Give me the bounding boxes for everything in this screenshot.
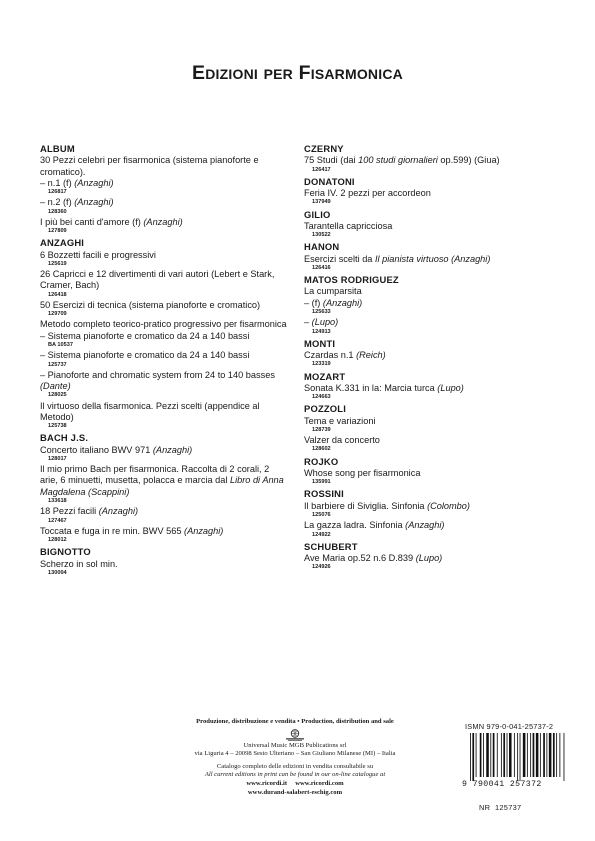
barcode-bar: [540, 733, 541, 777]
composer-heading: HANON: [304, 241, 340, 253]
barcode-digits: 9 790041 257372: [462, 780, 542, 789]
catalog-entry: [40, 269, 288, 299]
entry-text: Il mio primo Bach per fisarmonica. Raccolta di 2 corali, 2 arie, 6 minuetti, musetta, polacca e marcia dal: [40, 464, 270, 486]
entry-text: Tema e variazioni: [304, 415, 376, 426]
catalog-code: 127809: [48, 228, 67, 235]
ismn-number: ISMN 979-0-041-25737-2: [465, 722, 554, 731]
catalog-code: 128025: [48, 392, 67, 399]
entry-text: – Sistema pianoforte e cromatico da 24 a 140 bassi: [40, 350, 250, 361]
entry-title: [40, 445, 288, 456]
entry-title: [40, 250, 288, 261]
publisher-address: via Liguria 4 – 20098 Sesto Ulteriano – San Giuliano Milanese (MI) – Italia: [194, 750, 396, 758]
entry-title: [304, 350, 532, 361]
page-title: Edizioni per Fisarmonica: [192, 62, 403, 84]
entry-text: Valzer da concerto: [304, 435, 380, 446]
catalog-entry: [304, 435, 532, 454]
catalog-entry: [304, 468, 532, 487]
catalog-entry: [40, 155, 288, 178]
entry-editor: (Anzaghi): [98, 506, 139, 517]
barcode-bar: [533, 733, 535, 777]
catalog-code: 126416: [312, 264, 331, 271]
catalog-code: 125619: [48, 260, 67, 267]
catalog-entry: [40, 559, 288, 578]
entry-editor: (Anzaghi): [74, 177, 114, 188]
catalog-entry: [40, 464, 288, 505]
catalog-column-right: [304, 141, 532, 573]
catalog-entry: [40, 526, 288, 545]
barcode-bar: [527, 733, 528, 777]
barcode-bar: [486, 733, 489, 777]
entry-title: [304, 155, 532, 166]
entry-editor: (Lupo): [415, 553, 443, 564]
catalog-code: 123319: [312, 361, 331, 368]
catalog-code: 127467: [48, 517, 67, 524]
composer-heading: BACH J.S.: [40, 432, 89, 444]
entry-title: [40, 155, 288, 178]
catalog-entry: [304, 155, 532, 174]
entry-text: – (f): [304, 297, 323, 308]
entry-text: – n.2 (f): [40, 197, 75, 208]
barcode-bar: [564, 733, 565, 781]
entry-text: Czardas n.1: [304, 350, 357, 361]
entry-text: La cumparsita: [304, 286, 362, 297]
entry-text: Il barbiere di Siviglia. Sinfonia: [304, 500, 428, 511]
catalog-code: 125738: [48, 423, 67, 430]
barcode-bar: [472, 733, 474, 781]
universal-music-logo: [282, 729, 308, 741]
entry-title: [304, 188, 532, 199]
catalog-code: 128360: [48, 208, 67, 215]
barcode-bar: [503, 733, 505, 777]
catalog-entry: [304, 254, 532, 273]
publisher-name: Universal Music MGB Publications srl: [243, 741, 347, 749]
entry-title: [40, 370, 288, 393]
catalog-code: 126418: [48, 291, 67, 298]
entry-title: [304, 468, 532, 479]
entry-title: [40, 178, 288, 189]
entry-text: La gazza ladra. Sinfonia: [304, 520, 406, 531]
publisher-footer: [150, 718, 440, 797]
entry-title: [40, 526, 288, 537]
catalog-entry: [40, 300, 288, 319]
barcode-bar: [520, 733, 521, 781]
entry-title: [304, 435, 532, 446]
catalog-entry: [40, 178, 288, 197]
barcode-bar: [497, 733, 498, 777]
entry-text: – Sistema pianoforte e cromatico da 24 a 140 bassi: [40, 330, 250, 341]
catalog-code: 128012: [48, 537, 67, 544]
catalog-entry: [40, 217, 288, 236]
catalogue-note-it: Catalogo completo delle edizioni in vendita consultabile su: [216, 762, 374, 770]
catalog-entry: [40, 401, 288, 431]
entry-title: [304, 286, 532, 297]
entry-text-after: op.599) (Giua): [437, 155, 500, 166]
composer-heading: ALBUM: [40, 143, 75, 154]
entry-editor: (Anzaghi): [184, 525, 224, 536]
catalog-entry: [40, 319, 288, 330]
composer-heading: ROSSINI: [304, 488, 344, 500]
production-line: Produzione, distribuzione e vendita • Production, distribution and sale: [196, 718, 394, 725]
catalog-column-left: [40, 141, 288, 578]
catalog-entry: [304, 317, 532, 336]
composer-heading: MATOS RODRIGUEZ: [304, 274, 399, 286]
barcode-bar: [559, 733, 560, 777]
catalog-code: 126417: [312, 166, 331, 173]
barcode-bar: [476, 733, 477, 777]
catalog-code: 128017: [48, 455, 67, 462]
entry-title: [40, 559, 288, 570]
catalog-code: 124922: [312, 531, 331, 538]
catalog-entry: [304, 188, 532, 207]
catalog-entry: [40, 331, 288, 350]
catalog-code: 130004: [48, 569, 67, 576]
entry-title: [40, 464, 288, 498]
entry-title: [40, 319, 288, 330]
barcode-bar: [536, 733, 539, 777]
entry-text: – Pianoforte and chromatic system from 24 to 140 basses: [40, 369, 275, 380]
entry-text: Scherzo in sol min.: [40, 558, 118, 569]
catalog-entry: [304, 501, 532, 520]
entry-title: [304, 254, 532, 265]
composer-heading: ANZAGHI: [40, 237, 85, 249]
catalog-entry: [304, 221, 532, 240]
catalog-code: 125076: [312, 512, 331, 519]
entry-text: Whose song per fisarmonica: [304, 467, 421, 478]
entry-title: [304, 383, 532, 394]
entry-text: Concerto italiano BWV 971: [40, 444, 153, 455]
catalog-entry: [40, 250, 288, 269]
entry-editor: (Lupo): [437, 382, 464, 393]
entry-title: [40, 217, 288, 228]
entry-editor: (Anzaghi): [74, 197, 114, 208]
entry-title: [40, 300, 288, 311]
barcode-bar: [507, 733, 508, 777]
entry-text: 50 Esercizi di tecnica (sistema pianoforte e cromatico): [40, 299, 261, 310]
entry-text: I più bei canti d'amore (f): [40, 216, 144, 227]
composer-heading: DONATONI: [304, 175, 355, 187]
entry-text: 30 Pezzi celebri per fisarmonica (sistema pianoforte e cromatico).: [40, 155, 259, 177]
entry-editor: (Anzaghi): [322, 297, 363, 308]
catalog-code: BA 10537: [48, 342, 73, 349]
entry-title: [40, 506, 288, 517]
barcode-bar: [470, 733, 471, 781]
catalog-code: 133618: [48, 498, 67, 505]
entry-editor: (Anzaghi): [152, 444, 193, 455]
barcode-bar: [490, 733, 491, 777]
catalog-code: 125633: [312, 309, 331, 316]
entry-title: [40, 331, 288, 342]
catalog-code: 124663: [312, 394, 331, 401]
entry-text: 18 Pezzi facili: [40, 506, 99, 517]
entry-text: Esercizi scelti da: [304, 253, 375, 264]
entry-editor: (Dante): [40, 381, 71, 392]
entry-text: 26 Capricci e 12 divertimenti di vari autori (Lebert e Stark, Cramer, Bach): [40, 269, 275, 291]
entry-title: [304, 520, 532, 531]
composer-heading: CZERNY: [304, 143, 344, 154]
entry-text: – n.1 (f): [40, 177, 75, 188]
barcode-bar: [483, 733, 484, 777]
composer-heading: GILIO: [304, 208, 331, 220]
entry-title: [304, 221, 532, 232]
entry-title: [40, 401, 288, 424]
entry-title: [304, 553, 532, 564]
composer-heading: MOZART: [304, 370, 346, 382]
catalog-code: 125737: [48, 361, 67, 368]
barcode-bar: [549, 733, 552, 777]
barcode-bar: [480, 733, 482, 777]
catalog-entry: [304, 416, 532, 435]
barcode-bar: [509, 733, 512, 777]
composer-heading: BIGNOTTO: [40, 546, 91, 558]
entry-title: [304, 317, 532, 328]
catalog-code: 128739: [312, 426, 331, 433]
catalog-entry: [304, 286, 532, 297]
catalog-code: 135991: [312, 479, 331, 486]
entry-text: 6 Bozzetti facili e progressivi: [40, 249, 156, 260]
catalog-entry: [40, 445, 288, 464]
entry-title: [40, 350, 288, 361]
entry-text: 75 Studi (dai: [304, 155, 359, 166]
barcode-bar: [493, 733, 495, 777]
entry-editor: 100 studi giornalieri: [358, 155, 438, 166]
barcode-bar: [530, 733, 531, 777]
entry-title: [304, 416, 532, 427]
catalog-entry: [40, 506, 288, 525]
entry-text: Ave Maria op.52 n.6 D.839: [304, 553, 416, 564]
entry-title: [40, 197, 288, 208]
barcode: [468, 733, 576, 781]
composer-heading: ROJKO: [304, 455, 339, 467]
entry-editor: (Reich): [356, 350, 386, 361]
entry-editor: (Anzaghi): [405, 520, 445, 531]
barcode-bar: [523, 733, 526, 777]
entry-title: [40, 269, 288, 292]
catalog-code: 128602: [312, 446, 331, 453]
catalog-entry: [40, 197, 288, 216]
catalog-code: 137949: [312, 199, 331, 206]
barcode-bar: [556, 733, 557, 777]
catalogue-note-en: All current editions in print can be found in our on-line catalogue at: [204, 771, 386, 779]
composer-heading: MONTI: [304, 337, 336, 349]
entry-text: Feria IV. 2 pezzi per accordeon: [304, 188, 431, 199]
catalog-code: 124926: [312, 564, 331, 571]
entry-text: Il virtuoso della fisarmonica. Pezzi scelti (appendice al Metodo): [40, 400, 260, 422]
entry-text: Toccata e fuga in re min. BWV 565: [40, 525, 185, 536]
entry-text: Tarantella capricciosa: [304, 220, 393, 231]
entry-title: [304, 298, 532, 309]
entry-text: Metodo completo teorico-pratico progressivo per fisarmonica: [40, 319, 287, 330]
website-links[interactable]: www.ricordi.it www.ricordi.com: [246, 779, 344, 787]
entry-text: –: [304, 317, 312, 328]
entry-title: [304, 501, 532, 512]
catalog-entry: [40, 350, 288, 369]
barcode-bar: [553, 733, 555, 777]
barcode-bar: [543, 733, 545, 777]
catalog-entry: [304, 553, 532, 572]
catalog-code: 126817: [48, 189, 67, 196]
entry-editor: (Colombo): [427, 500, 470, 511]
barcode-bar: [517, 733, 518, 781]
catalog-number: NR 125737: [479, 803, 522, 812]
entry-editor: (Lupo): [311, 317, 339, 328]
website-link-dse[interactable]: www.durand-salabert-eschig.com: [247, 788, 343, 796]
entry-text: Sonata K.331 in la: Marcia turca: [304, 382, 438, 393]
entry-editor: (Anzaghi): [143, 216, 183, 227]
barcode-bar: [546, 733, 547, 777]
catalog-code: 130522: [312, 232, 331, 239]
catalog-code: 124913: [312, 328, 331, 335]
composer-heading: SCHUBERT: [304, 540, 358, 552]
composer-heading: POZZOLI: [304, 403, 347, 415]
barcode-bar: [501, 733, 502, 777]
entry-editor: Il pianista virtuoso (Anzaghi): [374, 253, 491, 264]
catalog-entry: [304, 298, 532, 317]
barcode-bar: [514, 733, 515, 777]
catalog-code: 129709: [48, 311, 67, 318]
catalog-entry: [304, 350, 532, 369]
entry-editor: Libro di Anna Magdalena (Scappini): [40, 475, 284, 497]
catalog-entry: [304, 520, 532, 539]
catalog-entry: [40, 370, 288, 400]
catalog-entry: [304, 383, 532, 402]
